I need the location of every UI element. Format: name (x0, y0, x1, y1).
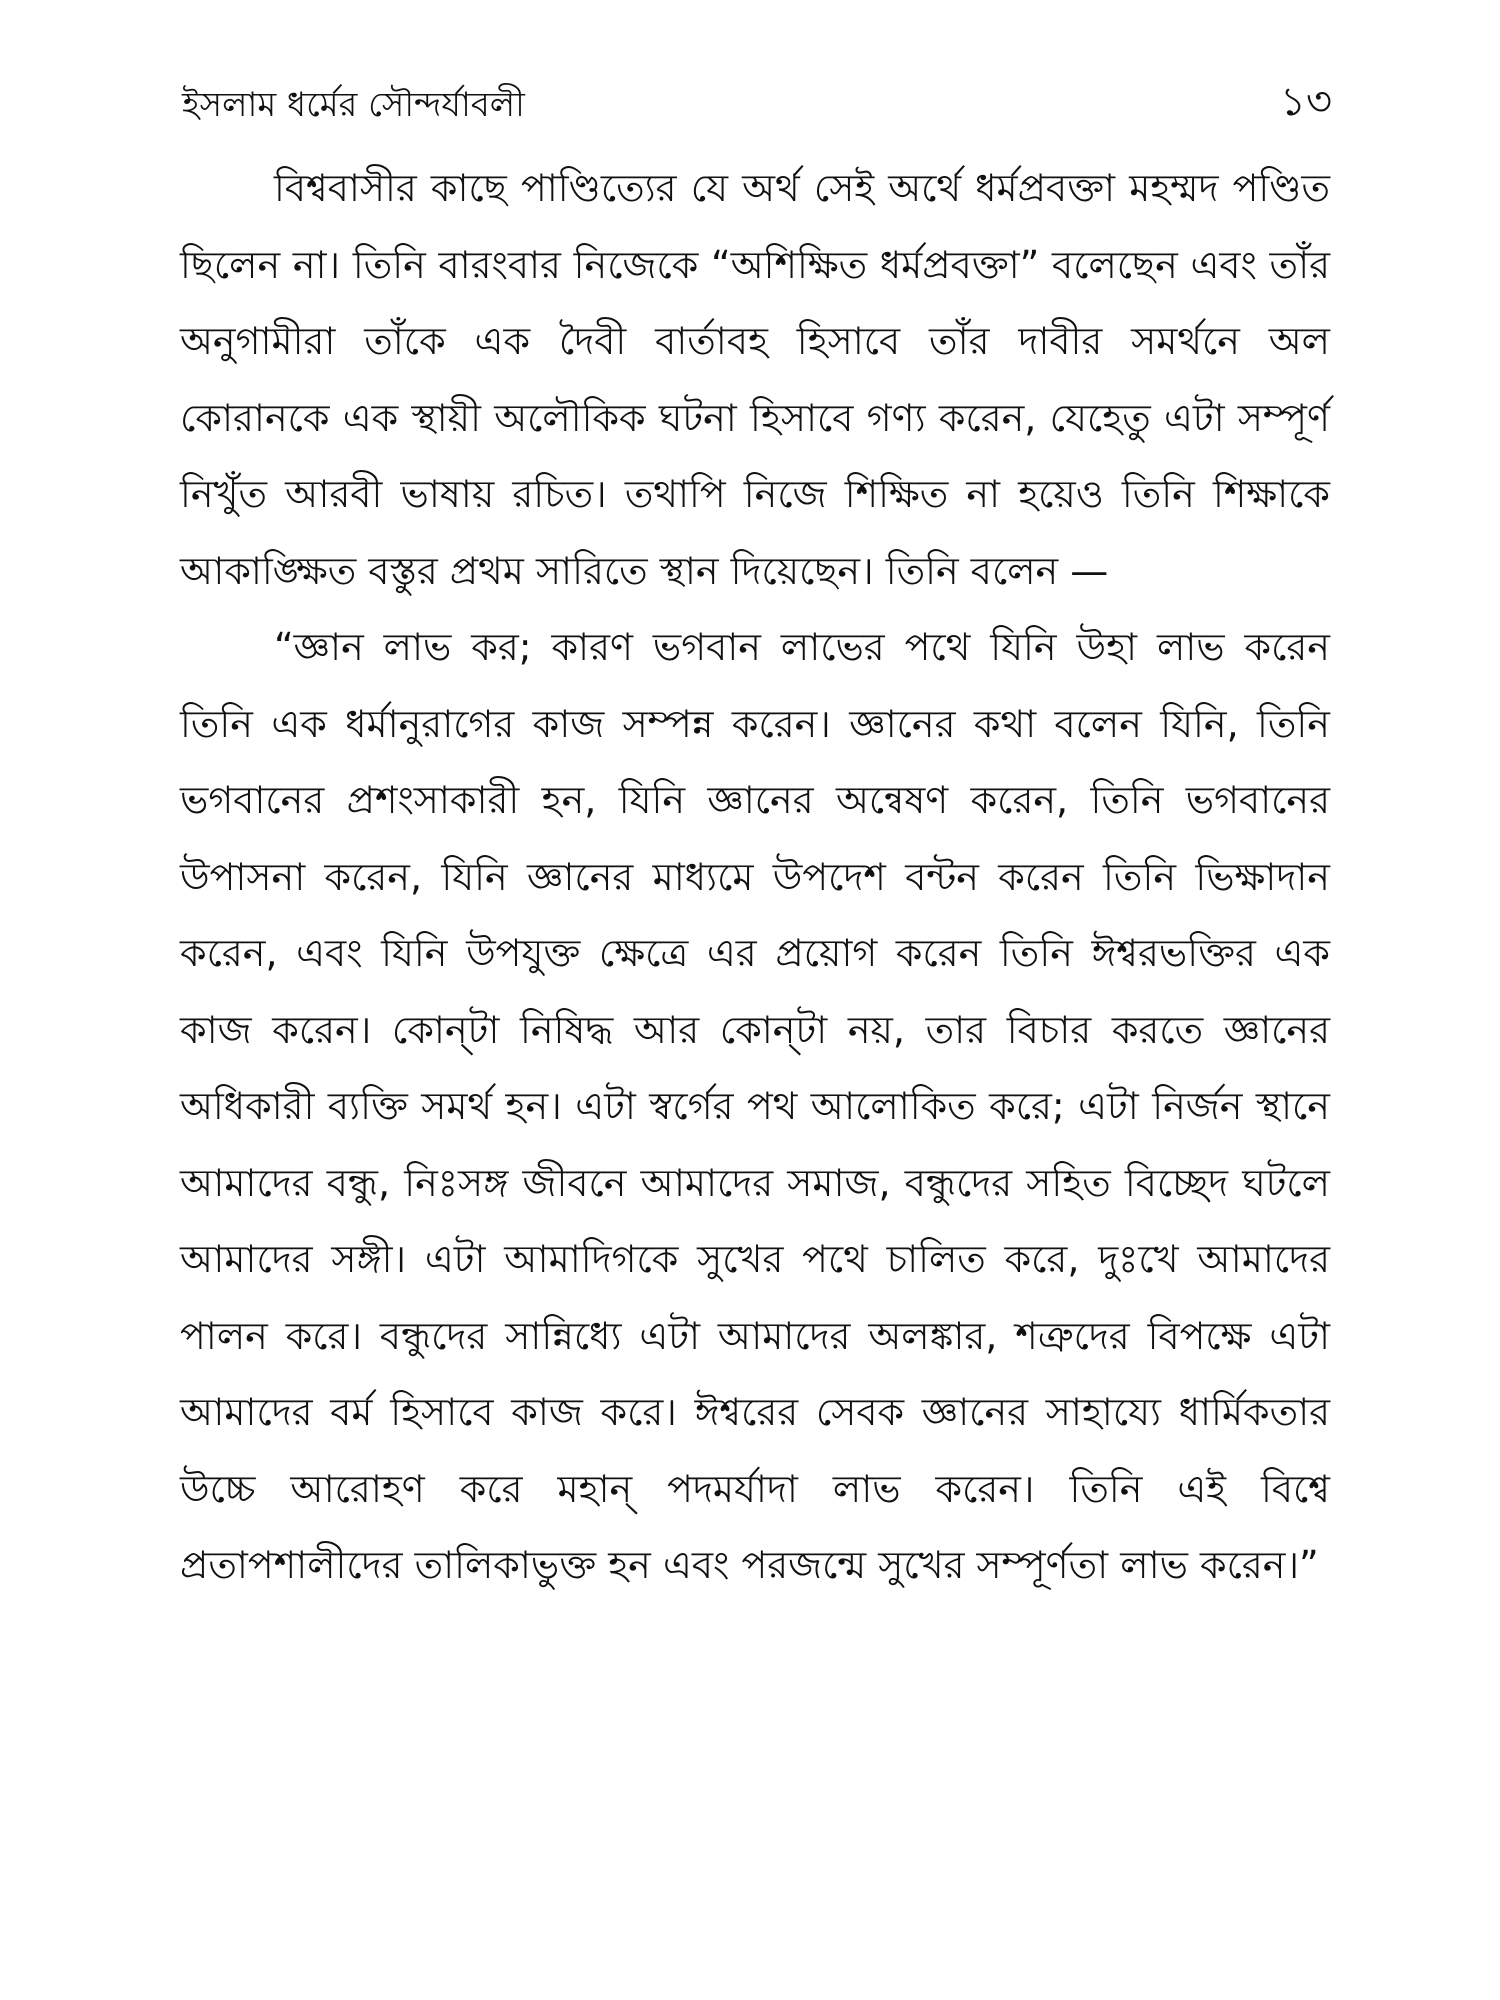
body-text (180, 150, 1330, 1604)
paragraph-quotation: “জ্ঞান লাভ কর; কারণ ভগবান লাভের পথে যিনি উহা লাভ করেন তিনি এক ধর্মানুরাগের কাজ সম্পন্ন করেন। জ্ঞানের কথা বলেন যিনি, তিনি ভগবানের প্রশংসাকারী হন, যিনি জ্ঞানের অন্বেষণ করেন, তিনি ভগবানের উপাসনা করেন, যিনি জ্ঞানের মাধ্যমে উপদেশ বন্টন করেন তিনি ভিক্ষাদান করেন, এবং যিনি উপযুক্ত ক্ষেত্রে এর প্রয়োগ করেন তিনি ঈশ্বরভক্তির এক কাজ করেন। কোন্‌টা নিষিদ্ধ আর কোন্‌টা নয়, তার বিচার করতে জ্ঞানের অধিকারী ব্যক্তি সমর্থ হন। এটা স্বর্গের পথ আলোকিত করে; এটা নির্জন স্থানে আমাদের বন্ধু, নিঃসঙ্গ জীবনে আমাদের সমাজ, বন্ধুদের সহিত বিচ্ছেদ ঘটলে আমাদের সঙ্গী। এটা আমাদিগকে সুখের পথে চালিত করে, দুঃখে আমাদের পালন করে। বন্ধুদের সান্নিধ্যে এটা আমাদের অলঙ্কার, শত্রুদের বিপক্ষে এটা আমাদের বর্ম হিসাবে কাজ করে। ঈশ্বরের সেবক জ্ঞানের সাহায্যে ধার্মিকতার উচ্চে আরোহণ করে মহান্‌ পদমর্যাদা লাভ করেন। তিনি এই বিশ্বে প্রতাপশালীদের তালিকাভুক্ত হন এবং পরজন্মে সুখের সম্পূর্ণতা লাভ করেন।” (180, 625, 1330, 1587)
running-title: ইসলাম ধর্মের সৌন্দর্যাবলী (182, 85, 525, 125)
page-number: ১৩ (1280, 79, 1332, 125)
paragraph-intro: বিশ্ববাসীর কাছে পাণ্ডিত্যের যে অর্থ সেই অর্থে ধর্মপ্রবক্তা মহম্মদ পণ্ডিত ছিলেন না। তিনি বারংবার নিজেকে “অশিক্ষিত ধর্মপ্রবক্তা” বলেছেন এবং তাঁর অনুগামীরা তাঁকে এক দৈবী বার্তাবহ হিসাবে তাঁর দাবীর সমর্থনে অল কোরানকে এক স্থায়ী অলৌকিক ঘটনা হিসাবে গণ্য করেন, যেহেতু এটা সম্পূর্ণ নিখুঁত আরবী ভাষায় রচিত। তথাপি নিজে শিক্ষিত না হয়েও তিনি শিক্ষাকে আকাঙ্ক্ষিত বস্তুর প্রথম সারিতে স্থান দিয়েছেন। তিনি বলেন — (180, 166, 1330, 593)
running-head (182, 70, 1332, 140)
